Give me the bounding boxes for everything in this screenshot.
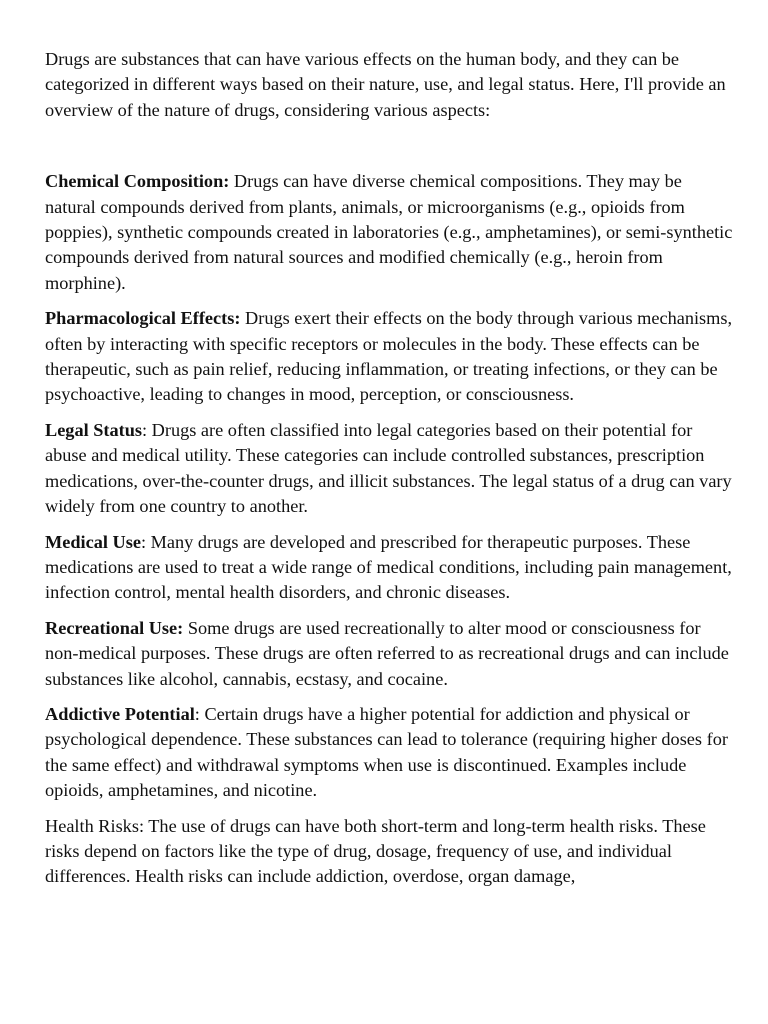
section-heading: Addictive Potential bbox=[45, 703, 195, 724]
section-heading: Legal Status bbox=[45, 419, 143, 440]
section-heading: Chemical Composition: bbox=[45, 171, 230, 192]
section-legal-status bbox=[45, 418, 735, 520]
section-medical-use bbox=[45, 530, 735, 606]
section-body: Health Risks: The use of drugs can have both short-term and long-term health risks. These risks depend on factors like the type of drug, dosage, frequency of use, and individual differences. Health risks can include addiction, overdose, organ damage, bbox=[45, 815, 706, 887]
section-heading: Pharmacological Effects: bbox=[45, 308, 241, 329]
section-body: Drugs can have diverse chemical compositions. They may be natural compounds derived from plants, animals, or microorganisms (e.g., opioids from poppies), synthetic compounds created in laboratories (e.g., amphetamines), or semi-synthetic compounds derived from natural sources and modified chemically (e.g., heroin from morphine). bbox=[45, 171, 733, 293]
section-recreational-use bbox=[45, 616, 735, 692]
section-body: Some drugs are used recreationally to alter mood or consciousness for non-medical purposes. These drugs are often referred to as recreational drugs and can include substances like alcohol, cannabis, ecstasy, and cocaine. bbox=[45, 617, 729, 689]
section-addictive-potential bbox=[45, 702, 735, 804]
section-body: : Drugs are often classified into legal categories based on their potential for abuse and medical utility. These categories can include controlled substances, prescription medications, over-the-counter drugs, and illicit substances. The legal status of a drug can vary widely from one country to another. bbox=[45, 419, 732, 517]
intro-paragraph: Drugs are substances that can have various effects on the human body, and they can be categorized in different ways based on their nature, use, and legal status. Here, I'll provide an overview of the nature of drugs, considering various aspects: bbox=[45, 49, 726, 120]
section-heading: Medical Use bbox=[45, 531, 141, 552]
section-body: : Certain drugs have a higher potential for addiction and physical or psychological dependence. These substances can lead to tolerance (requiring higher doses for the same effect) and withdrawal symptoms when use is discontinued. Examples include opioids, amphetamines, and nicotine. bbox=[45, 703, 728, 801]
section-heading: Recreational Use: bbox=[45, 617, 184, 638]
section-chemical-composition bbox=[45, 169, 735, 296]
section-health-risks bbox=[45, 814, 735, 890]
section-body: : Many drugs are developed and prescribed for therapeutic purposes. These medications are used to treat a wide range of medical conditions, including pain management, infection control, mental health disorders, and chronic diseases. bbox=[45, 531, 732, 603]
document-page bbox=[45, 47, 735, 900]
section-pharmacological-effects bbox=[45, 306, 735, 408]
section-body: Drugs exert their effects on the body through various mechanisms, often by interacting with specific receptors or molecules in the body. These effects can be therapeutic, such as pain relief, reducing inflammation, or treating infections, or they can be psychoactive, leading to changes in mood, perception, or consciousness. bbox=[45, 308, 733, 405]
